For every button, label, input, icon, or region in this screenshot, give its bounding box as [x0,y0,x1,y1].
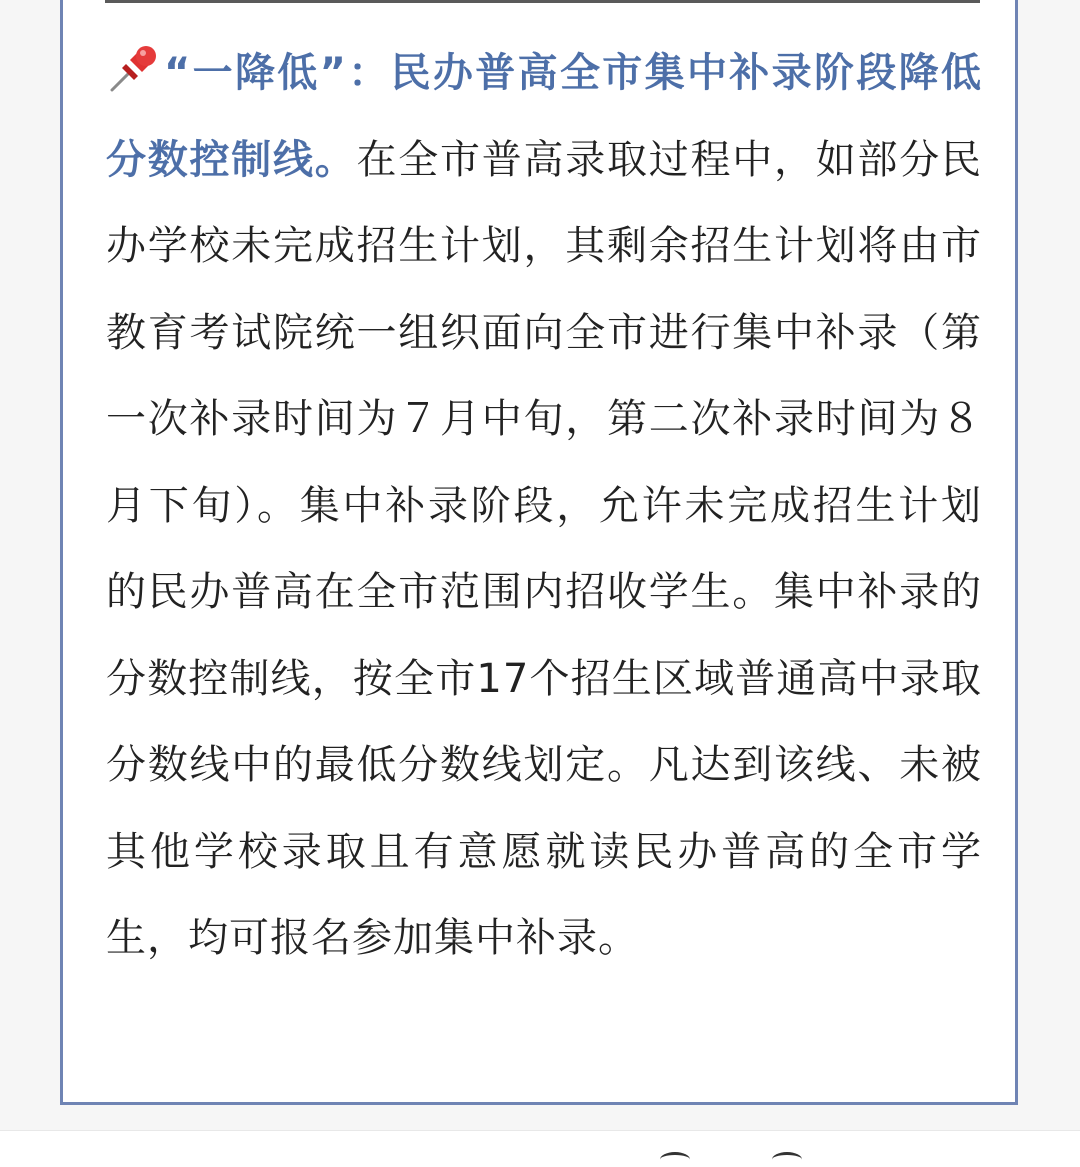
toolbar-icon-partial [660,1152,690,1167]
body-text: 在全市普高录取过程中，如部分民办学校未完成招生计划，其剩余招生计划将由市教育考试院统一组织面向全市进行集中补录（第一次补录时间为７月中旬，第二次补录时间为８月下旬）。集中补录阶段，允许未完成招生计划的民办普高在全市范围内招收学生。集中补录的分数控制线，按全市17个招生区域普通高中录取分数线中的最低分数线划定。凡达到该线、未被其他学校录取且有意愿就读民办普高的全市学生，均可报名参加集中补录。 [106,136,982,961]
bottom-toolbar [0,1130,1080,1163]
highlight-heading: “一降低”：民办普高全市集中补录阶段降低分数控制线。 [106,50,982,183]
pushpin-icon [106,40,160,94]
article-paragraph [106,30,982,982]
toolbar-icon-partial-2 [772,1152,802,1167]
image-bottom-edge [105,0,980,3]
